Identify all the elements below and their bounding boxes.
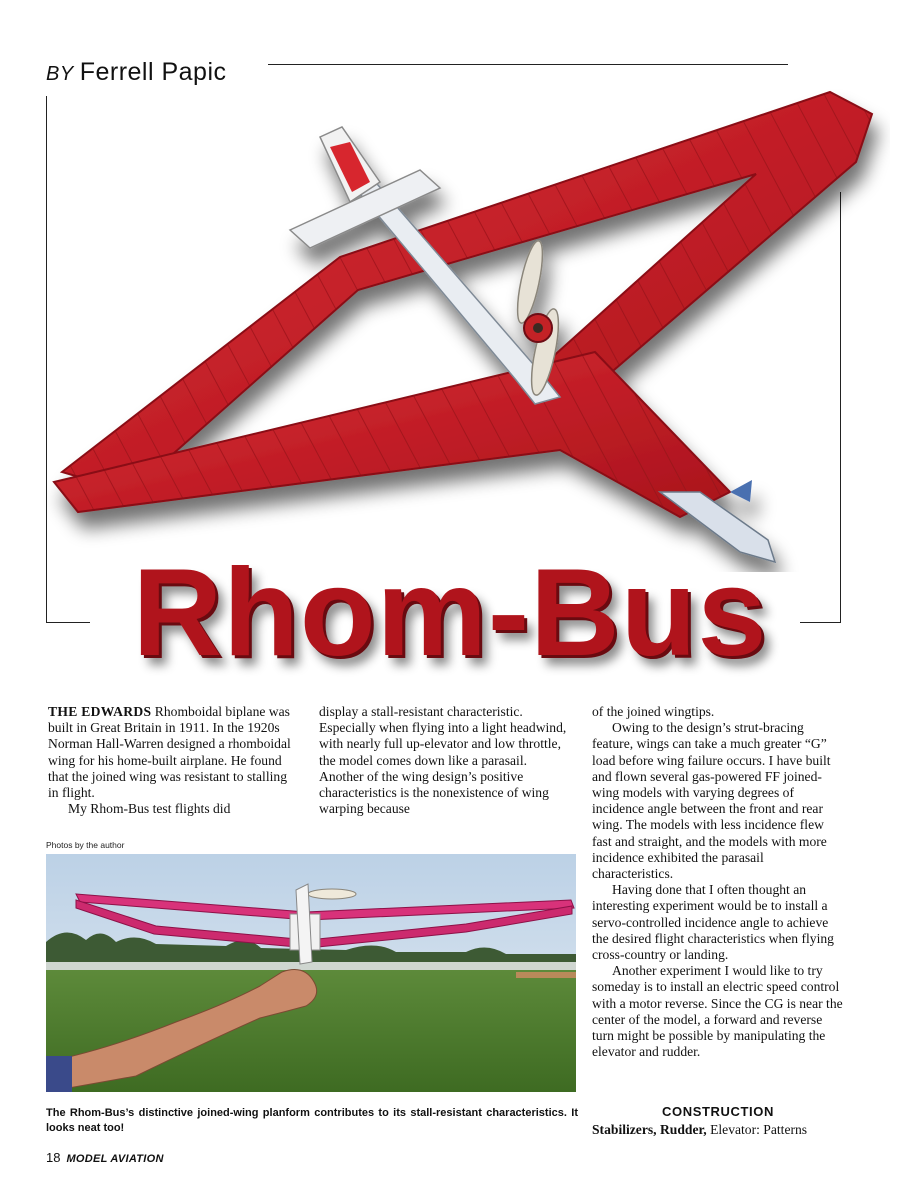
paragraph-intro bbox=[48, 704, 300, 801]
paragraph-wingtips: of the joined wingtips. bbox=[592, 704, 715, 719]
byline-author: Ferrell Papic bbox=[79, 58, 227, 86]
body-column-1 bbox=[48, 704, 300, 817]
construction-text: Elevator: Patterns bbox=[706, 1122, 808, 1137]
page-number: 18 bbox=[46, 1150, 61, 1165]
paragraph-servo-incidence: Having done that I often thought an interesting experiment would be to install a servo-controlled incidence angle to achieve the desired flight characteristics when flying cross-country or landing. bbox=[592, 882, 834, 963]
page-footer bbox=[46, 1150, 164, 1165]
photo-credit: Photos by the author bbox=[46, 840, 125, 850]
construction-first-line bbox=[592, 1122, 844, 1138]
paragraph-stall-resistant: display a stall-resistant characteristic. Especially when flying into a light headwind, with nearly full up-elevator and low throttle, the model comes down like a parasail. Another of the wing design’s positive characteristics is the nonexistence of wing warping because bbox=[319, 704, 567, 817]
intro-text: Rhomboidal biplane was built in Great Britain in 1911. In the 1920s Norman Hall-Warren designed a rhomboidal wing for his home-built airplane. He found that the joined wing was resistant to stalling in flight. bbox=[48, 704, 291, 801]
field-photo bbox=[46, 854, 576, 1092]
magazine-name: MODEL AVIATION bbox=[66, 1153, 164, 1165]
hero-airplane-photo bbox=[40, 52, 890, 572]
photo-caption: The Rhom-Bus’s distinctive joined-wing planform contributes to its stall-resistant characteristics. It looks neat too! bbox=[46, 1107, 578, 1134]
body-column-2 bbox=[319, 704, 571, 817]
paragraph-strut-bracing: Owing to the design’s strut-bracing feature, wings can take a much greater “G” load before wing failure occurs. I have built and flown several gas-powered FF joined-wing models with varying degrees of incidence angle between the front and rear wing. The models with less incidence flew fast and straight, and the models with more incidence exhibited the parasail characteristics. bbox=[592, 720, 831, 882]
byline-by: BY bbox=[46, 63, 74, 85]
paragraph-electric-speed: Another experiment I would like to try someday is to install an electric speed control with a motor reverse. Since the CG is near the center of the model, a forward and reverse turn might be possible by manipulating the elevator and rudder. bbox=[592, 963, 843, 1060]
paragraph-test-flights: My Rhom-Bus test flights did bbox=[68, 801, 231, 817]
left-frame-foot bbox=[46, 622, 90, 623]
lead-in: THE EDWARDS bbox=[48, 704, 152, 719]
construction-runin: Stabilizers, Rudder, bbox=[592, 1122, 707, 1137]
section-heading-construction: CONSTRUCTION bbox=[662, 1104, 774, 1119]
body-column-3 bbox=[592, 704, 844, 1060]
article-title: Rhom-Bus bbox=[132, 544, 768, 682]
